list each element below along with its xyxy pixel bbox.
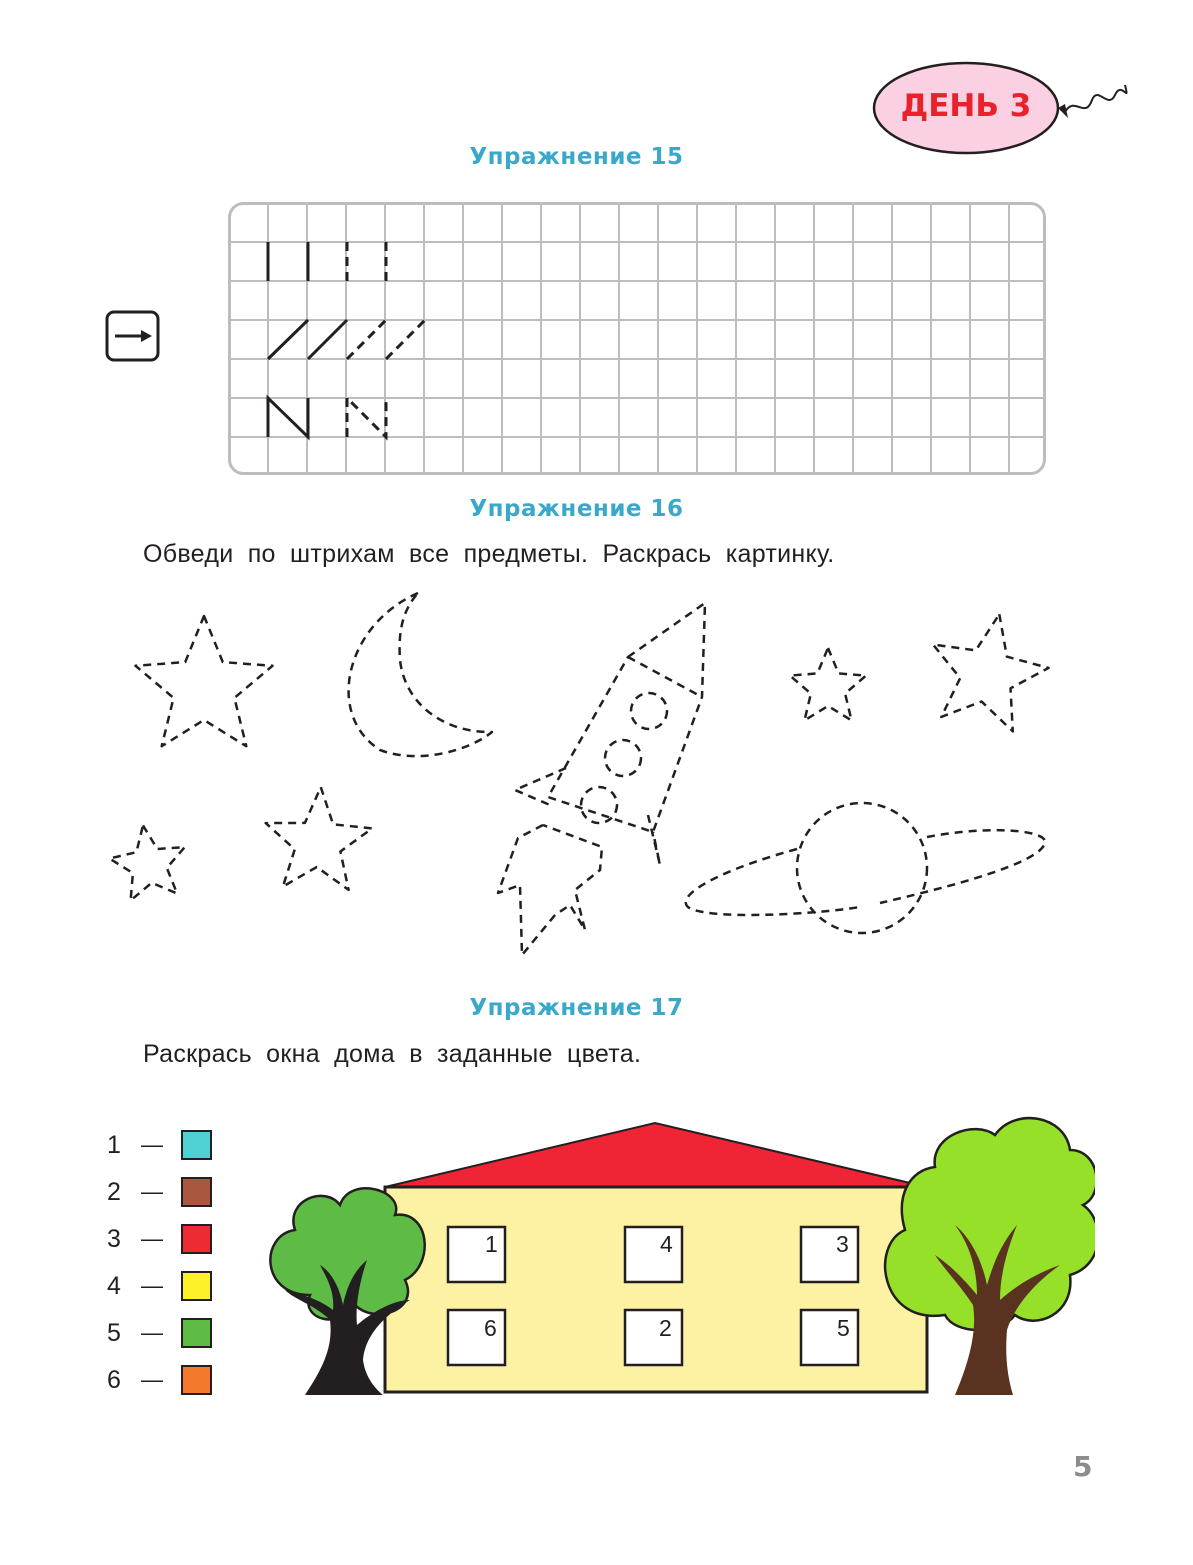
color-swatch-4	[181, 1271, 212, 1301]
legend-dash: —	[141, 1132, 163, 1157]
legend-number: 2	[107, 1177, 121, 1206]
legend-item	[107, 1223, 212, 1255]
window-label: 1	[485, 1231, 498, 1257]
house-roof	[385, 1123, 927, 1187]
legend-dash: —	[141, 1367, 163, 1392]
exercise-17-title: Упражнение 17	[469, 995, 684, 1021]
legend-number: 5	[107, 1318, 121, 1347]
exercise-16-title: Упражнение 16	[469, 496, 684, 522]
window-label: 6	[484, 1315, 497, 1341]
right-arrow-icon	[105, 310, 161, 364]
window-label: 5	[837, 1315, 850, 1341]
exercise-15-title: Упражнение 15	[469, 144, 684, 170]
window-2	[625, 1310, 682, 1365]
legend-item	[107, 1129, 212, 1161]
star-shape	[266, 787, 372, 890]
window-3	[801, 1227, 858, 1282]
legend-dash: —	[141, 1226, 163, 1251]
practice-grid	[228, 202, 1046, 475]
legend-item	[107, 1364, 212, 1396]
legend-number: 6	[107, 1365, 121, 1394]
day-badge-text: ДЕНЬ 3	[900, 88, 1032, 124]
star-shape	[136, 616, 273, 746]
window-4	[625, 1227, 682, 1282]
star-shape	[933, 614, 1049, 731]
house-scene	[255, 1105, 1095, 1400]
moon-shape	[349, 593, 492, 756]
color-swatch-5	[181, 1318, 212, 1348]
exercise-16-instruction: Обведи по штрихам все предметы. Раскрась картинку.	[143, 540, 835, 568]
legend-number: 4	[107, 1271, 121, 1300]
color-swatch-1	[181, 1130, 212, 1160]
star-shape	[790, 648, 866, 720]
legend-number: 1	[107, 1130, 121, 1159]
legend-item	[107, 1176, 212, 1208]
legend-item	[107, 1270, 212, 1302]
color-swatch-3	[181, 1224, 212, 1254]
legend-dash: —	[141, 1179, 163, 1204]
legend-number: 3	[107, 1224, 121, 1253]
window-label: 2	[659, 1315, 672, 1341]
rocket-shape	[548, 603, 705, 832]
planet-shape	[686, 803, 1045, 933]
color-swatch-2	[181, 1177, 212, 1207]
exercise-17-instruction: Раскрась окна дома в заданные цвета.	[143, 1040, 642, 1068]
legend-dash: —	[141, 1320, 163, 1345]
page-number: 5	[1073, 1450, 1093, 1483]
legend-item	[107, 1317, 212, 1349]
color-swatch-6	[181, 1365, 212, 1395]
window-label: 4	[660, 1231, 673, 1257]
space-tracing-picture	[100, 585, 1060, 970]
window-label: 3	[836, 1231, 849, 1257]
legend-dash: —	[141, 1273, 163, 1298]
star-shape	[110, 825, 185, 900]
